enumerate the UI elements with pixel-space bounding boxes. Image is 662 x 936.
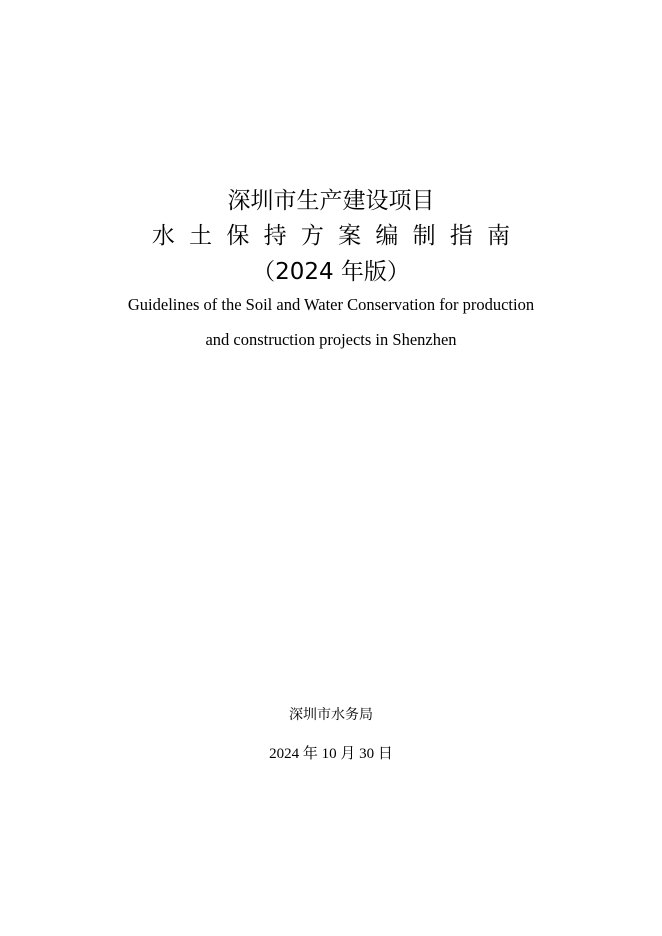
title-line-2: 水土保持方案编制指南: [151, 223, 525, 249]
english-title-line-2: and construction projects in Shenzhen: [205, 330, 457, 349]
issue-date: 2024 年 10 月 30 日: [269, 746, 393, 762]
issuing-authority: 深圳市水务局: [289, 707, 373, 723]
title-line-1: 深圳市生产建设项目: [227, 188, 435, 214]
english-title-line-1: Guidelines of the Soil and Water Conservation for production: [127, 295, 535, 314]
title-line-3-edition: （2024 年版）: [252, 259, 410, 285]
